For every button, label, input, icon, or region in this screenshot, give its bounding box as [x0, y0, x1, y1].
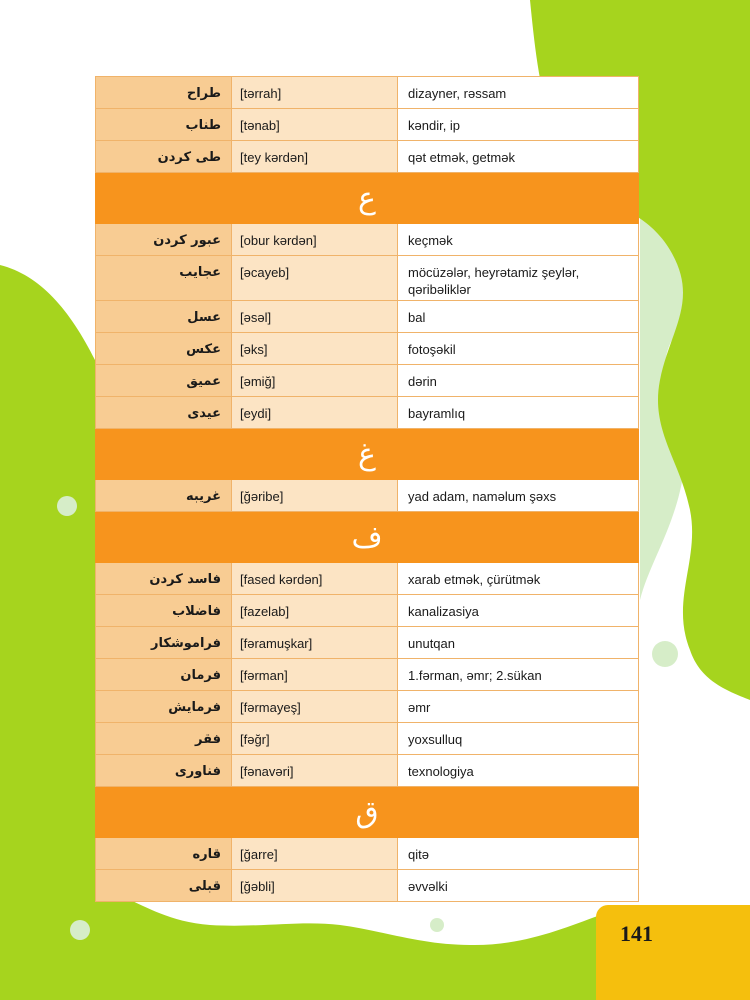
table-row — [96, 870, 639, 902]
translation: kanalizasiya — [398, 595, 639, 627]
page-number: 141 — [620, 921, 653, 946]
persian-word: عبور کردن — [96, 224, 232, 256]
translation: yad adam, naməlum şəxs — [398, 480, 639, 512]
letter-header: ف — [96, 512, 639, 563]
page-number-badge — [596, 905, 750, 1000]
table-row — [96, 109, 639, 141]
table-row — [96, 333, 639, 365]
persian-word: فاضلاب — [96, 595, 232, 627]
table-row — [96, 365, 639, 397]
transcription: [obur kərdən] — [232, 224, 398, 256]
persian-word: فرمایش — [96, 691, 232, 723]
persian-word: عمیق — [96, 365, 232, 397]
transcription: [fərman] — [232, 659, 398, 691]
persian-word: طراح — [96, 77, 232, 109]
persian-word: طناب — [96, 109, 232, 141]
transcription: [əsəl] — [232, 301, 398, 333]
translation: fotoşəkil — [398, 333, 639, 365]
transcription: [fased kərdən] — [232, 563, 398, 595]
translation: qitə — [398, 838, 639, 870]
translation: bayramlıq — [398, 397, 639, 429]
vocabulary-table — [95, 76, 639, 902]
letter-header-row — [96, 787, 639, 838]
transcription: [əmiğ] — [232, 365, 398, 397]
persian-word: قاره — [96, 838, 232, 870]
table-row — [96, 141, 639, 173]
persian-word: طی کردن — [96, 141, 232, 173]
transcription: [ğarre] — [232, 838, 398, 870]
persian-word: فقر — [96, 723, 232, 755]
letter-header-row — [96, 173, 639, 224]
translation: dərin — [398, 365, 639, 397]
transcription: [tey kərdən] — [232, 141, 398, 173]
persian-word: قبلی — [96, 870, 232, 902]
table-row — [96, 838, 639, 870]
table-row — [96, 723, 639, 755]
table-row — [96, 301, 639, 333]
table-row — [96, 659, 639, 691]
persian-word: فاسد کردن — [96, 563, 232, 595]
translation: qət etmək, getmək — [398, 141, 639, 173]
letter-header: ق — [96, 787, 639, 838]
table-row — [96, 563, 639, 595]
persian-word: عیدی — [96, 397, 232, 429]
letter-header: ع — [96, 173, 639, 224]
letter-header-row — [96, 512, 639, 563]
letter-header: غ — [96, 429, 639, 480]
bubble-bottom — [430, 918, 444, 932]
translation: möcüzələr, heyrətamiz şeylər, qəribəliklər — [398, 256, 639, 301]
bubble-right — [652, 641, 678, 667]
persian-word: فناوری — [96, 755, 232, 787]
bubble-bottom-left — [70, 920, 90, 940]
transcription: [ğəribe] — [232, 480, 398, 512]
table-row — [96, 691, 639, 723]
translation: texnologiya — [398, 755, 639, 787]
table-row — [96, 755, 639, 787]
transcription: [əks] — [232, 333, 398, 365]
translation: əvvəlki — [398, 870, 639, 902]
transcription: [fənavəri] — [232, 755, 398, 787]
letter-header-row — [96, 429, 639, 480]
transcription: [fəğr] — [232, 723, 398, 755]
persian-word: فرمان — [96, 659, 232, 691]
table-row — [96, 480, 639, 512]
transcription: [tənab] — [232, 109, 398, 141]
table-row — [96, 224, 639, 256]
translation: yoxsulluq — [398, 723, 639, 755]
transcription: [ğəbli] — [232, 870, 398, 902]
table-row — [96, 397, 639, 429]
persian-word: عجایب — [96, 256, 232, 301]
translation: əmr — [398, 691, 639, 723]
persian-word: عسل — [96, 301, 232, 333]
translation: xarab etmək, çürütmək — [398, 563, 639, 595]
table-row — [96, 627, 639, 659]
bubble-left — [57, 496, 77, 516]
translation: bal — [398, 301, 639, 333]
table-row — [96, 595, 639, 627]
transcription: [eydi] — [232, 397, 398, 429]
translation: unutqan — [398, 627, 639, 659]
table-row — [96, 77, 639, 109]
persian-word: فراموشکار — [96, 627, 232, 659]
transcription: [fərmayeş] — [232, 691, 398, 723]
translation: kəndir, ip — [398, 109, 639, 141]
transcription: [fazelab] — [232, 595, 398, 627]
transcription: [tərrah] — [232, 77, 398, 109]
persian-word: عکس — [96, 333, 232, 365]
translation: dizayner, rəssam — [398, 77, 639, 109]
translation: keçmək — [398, 224, 639, 256]
translation: 1.fərman, əmr; 2.sükan — [398, 659, 639, 691]
table-row — [96, 256, 639, 301]
transcription: [əcayeb] — [232, 256, 398, 301]
transcription: [fəramuşkar] — [232, 627, 398, 659]
persian-word: غریبه — [96, 480, 232, 512]
